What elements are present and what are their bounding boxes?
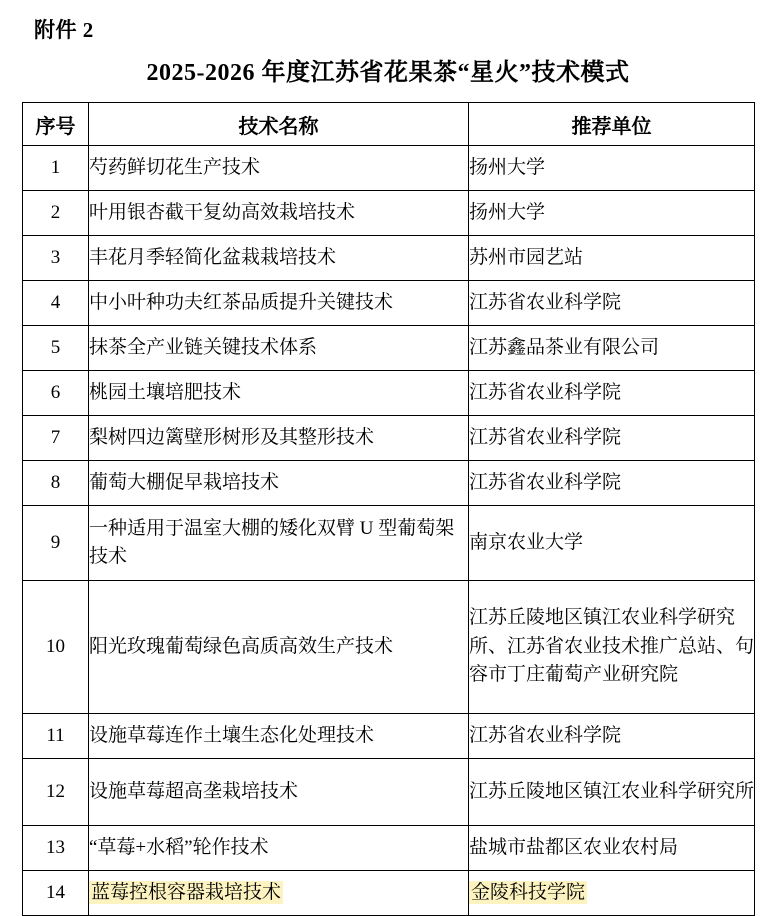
highlight-mark: 金陵科技学院: [471, 881, 586, 903]
table-row: [23, 871, 755, 916]
technology-name: 桃园土壤培肥技术: [89, 371, 469, 416]
recommending-unit: 江苏丘陵地区镇江农业科学研究所、江苏省农业技术推广总站、句容市丁庄葡萄产业研究院: [469, 581, 755, 714]
row-number: 8: [23, 461, 89, 506]
recommending-unit-highlighted: [469, 871, 755, 916]
technology-name: 葡萄大棚促早栽培技术: [89, 461, 469, 506]
recommending-unit: 江苏省农业科学院: [469, 416, 755, 461]
page-title: 2025-2026 年度江苏省花果茶“星火”技术模式: [146, 60, 630, 86]
table-row: [23, 281, 755, 326]
row-number: 2: [23, 191, 89, 236]
table-header-row: [23, 103, 755, 146]
technology-table-wrapper: [22, 102, 754, 916]
row-number: 6: [23, 371, 89, 416]
table-row: [23, 146, 755, 191]
row-number: 13: [23, 826, 89, 871]
technology-name: 丰花月季轻简化盆栽栽培技术: [89, 236, 469, 281]
recommending-unit: 扬州大学: [469, 146, 755, 191]
column-header-name: 技术名称: [89, 103, 469, 146]
row-number: 1: [23, 146, 89, 191]
table-row: [23, 826, 755, 871]
row-number: 11: [23, 714, 89, 759]
recommending-unit: 江苏省农业科学院: [469, 281, 755, 326]
table-row: [23, 506, 755, 581]
technology-name: 中小叶种功夫红茶品质提升关键技术: [89, 281, 469, 326]
row-number: 4: [23, 281, 89, 326]
recommending-unit: 苏州市园艺站: [469, 236, 755, 281]
technology-name: 一种适用于温室大棚的矮化双臂 U 型葡萄架技术: [89, 506, 469, 581]
row-number: 12: [23, 759, 89, 826]
table-row: [23, 236, 755, 281]
attachment-label: 附件 2: [34, 18, 94, 42]
row-number: 3: [23, 236, 89, 281]
technology-name: 芍药鲜切花生产技术: [89, 146, 469, 191]
table-row: [23, 191, 755, 236]
technology-name: 设施草莓超高垄栽培技术: [89, 759, 469, 826]
table-row: [23, 371, 755, 416]
table-row: [23, 714, 755, 759]
recommending-unit: 江苏省农业科学院: [469, 714, 755, 759]
row-number: 10: [23, 581, 89, 714]
technology-name: 梨树四边篱壁形树形及其整形技术: [89, 416, 469, 461]
row-number: 14: [23, 871, 89, 916]
column-header-no: 序号: [23, 103, 89, 146]
row-number: 5: [23, 326, 89, 371]
table-row: [23, 461, 755, 506]
column-header-unit: 推荐单位: [469, 103, 755, 146]
table-row: [23, 581, 755, 714]
technology-name: 阳光玫瑰葡萄绿色高质高效生产技术: [89, 581, 469, 714]
recommending-unit: 江苏丘陵地区镇江农业科学研究所: [469, 759, 755, 826]
table-header: [23, 103, 755, 146]
technology-table: [22, 102, 755, 916]
table-row: [23, 416, 755, 461]
recommending-unit: 南京农业大学: [469, 506, 755, 581]
table-row: [23, 759, 755, 826]
recommending-unit: 江苏省农业科学院: [469, 461, 755, 506]
row-number: 7: [23, 416, 89, 461]
technology-name: 叶用银杏截干复幼高效栽培技术: [89, 191, 469, 236]
technology-name: 设施草莓连作土壤生态化处理技术: [89, 714, 469, 759]
recommending-unit: 盐城市盐都区农业农村局: [469, 826, 755, 871]
recommending-unit: 江苏鑫品茶业有限公司: [469, 326, 755, 371]
technology-name: “草莓+水稻”轮作技术: [89, 826, 469, 871]
technology-name: 抹茶全产业链关键技术体系: [89, 326, 469, 371]
table-row: [23, 326, 755, 371]
recommending-unit: 扬州大学: [469, 191, 755, 236]
highlight-mark: 蓝莓控根容器栽培技术: [91, 881, 282, 903]
table-body: [23, 146, 755, 916]
technology-name-highlighted: [89, 871, 469, 916]
recommending-unit: 江苏省农业科学院: [469, 371, 755, 416]
row-number: 9: [23, 506, 89, 581]
